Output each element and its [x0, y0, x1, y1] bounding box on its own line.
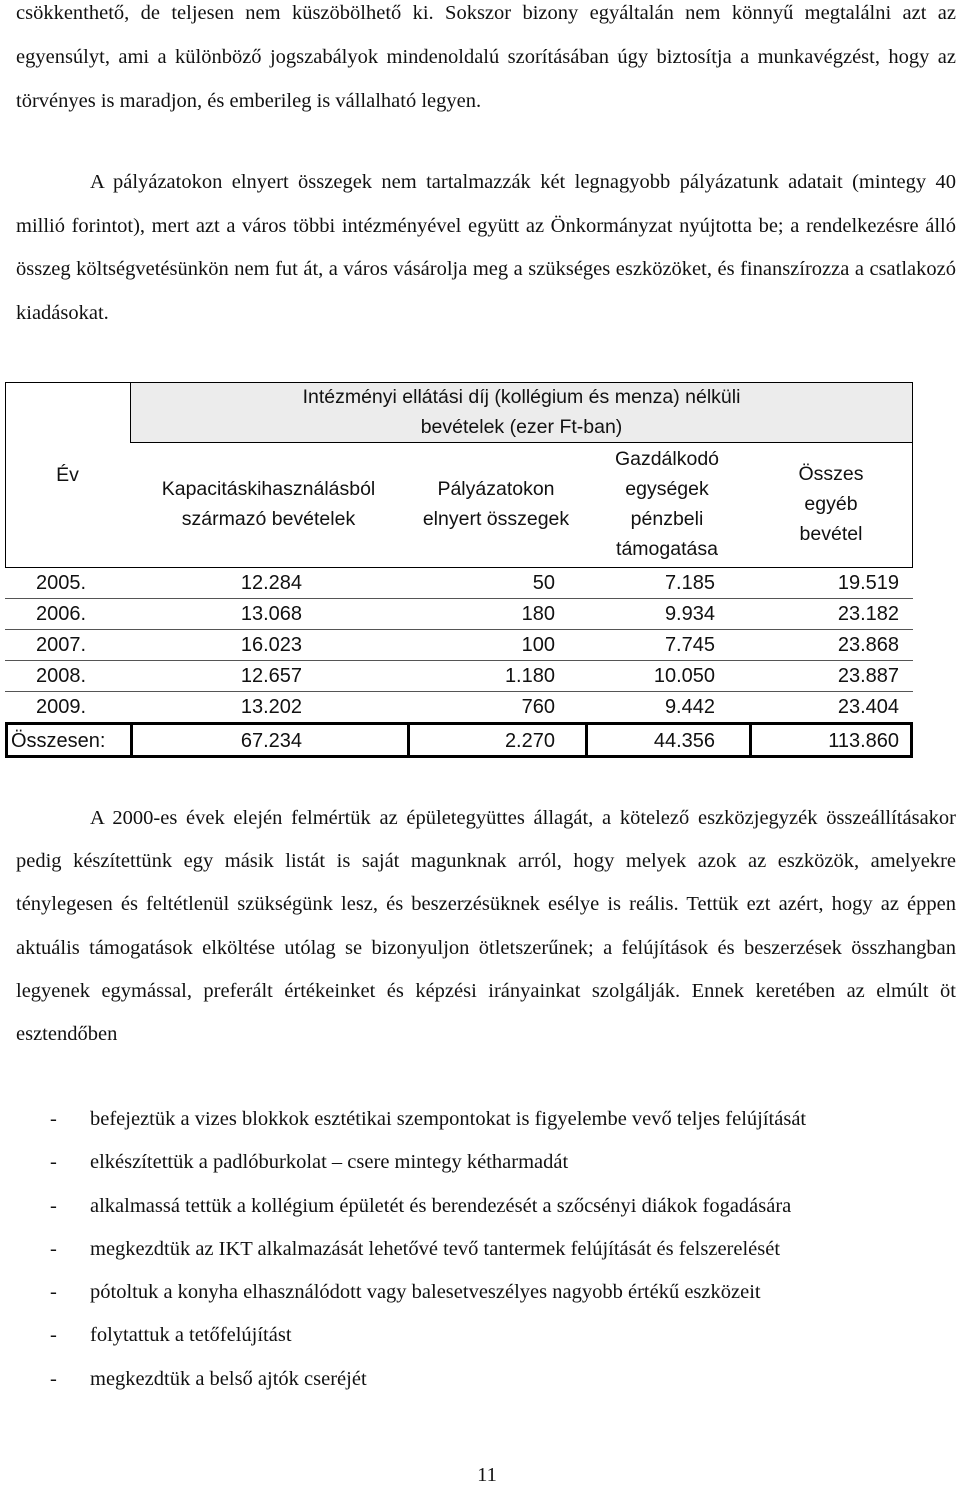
total-sep-1: [130, 722, 133, 758]
cell-total-other: 23.887: [837, 665, 899, 687]
dash-marker: -: [50, 1108, 57, 1130]
total-top-border: [5, 722, 913, 725]
cell-year: 2007.: [36, 634, 87, 656]
page-number: 11: [477, 1464, 497, 1486]
cell-grants: 180: [521, 603, 555, 625]
total-other: 113.860: [828, 730, 899, 752]
achievement-list: [16, 1098, 956, 1401]
paragraph-grants-text: A pályázatokon elnyert összegek nem tartalmazzák két legnagyobb pályázatunk adatait (mintegy 40 millió forintot), mert azt a város többi intézményével együtt az Önkormányzat nyújtotta be; a rendelkezésre álló összeg költségvetésünkön nem fut át, a város vásárolja meg a szükséges eszközöket, és finanszírozza a csatlakozó kiadásokat.: [16, 171, 956, 324]
cell-capacity: 12.657: [240, 665, 302, 687]
dash-marker: -: [50, 1324, 57, 1347]
paragraph-grants: [16, 161, 956, 335]
cell-capacity: 16.023: [240, 634, 302, 656]
list-item-text: alkalmassá tettük a kollégium épületét és berendezését a szőcsényi diákok fogadására: [90, 1194, 792, 1217]
total-right-border: [910, 722, 913, 758]
group-header-left-line: [130, 382, 131, 442]
cell-year: 2005.: [36, 572, 87, 594]
cell-total-other: 23.868: [837, 634, 899, 656]
list-item-text: folytattuk a tetőfelújítást: [90, 1324, 292, 1347]
cell-support: 9.934: [664, 603, 715, 625]
cell-support: 7.185: [664, 572, 715, 594]
total-support: 44.356: [653, 730, 715, 752]
cell-total-other: 23.404: [837, 696, 899, 718]
cell-support: 10.050: [653, 665, 715, 687]
header-bottom-line: [5, 567, 913, 568]
list-item-text: megkezdtük a belső ajtók cseréjét: [90, 1367, 367, 1390]
dash-marker: -: [50, 1194, 57, 1217]
list-item: [16, 1271, 956, 1314]
dash-marker: -: [50, 1367, 57, 1390]
list-item-text: pótoltuk a konyha elhasználódott vagy balesetveszélyes nagyobb értékű eszközeit: [90, 1281, 761, 1304]
table-top-line: [5, 382, 913, 383]
list-item: [16, 1098, 956, 1141]
group-header: [130, 382, 913, 442]
total-bottom-border: [5, 755, 913, 758]
row-line-4: [5, 691, 913, 692]
list-item-text: befejeztük a vizes blokkok esztétikai szempontokat is figyelembe vevő teljes felújítását: [90, 1108, 807, 1130]
total-sep-2: [407, 722, 410, 758]
total-sep-4: [749, 722, 752, 758]
list-item: [16, 1228, 956, 1271]
cell-grants: 50: [532, 572, 555, 594]
cell-grants: 1.180: [504, 665, 555, 687]
cell-capacity: 13.202: [240, 696, 302, 718]
cell-year: 2009.: [36, 696, 87, 718]
group-header-bottom-line: [130, 442, 913, 443]
cell-support: 7.745: [664, 634, 715, 656]
header-grants-text: Pályázatokon elnyert összegek: [422, 478, 570, 530]
paragraph-renovation-text: A 2000-es évek elején felmértük az épületegyüttes állagát, a kötelező eszközjegyzék összeállításakor pedig készítettünk egy másik listát is saját magunknak arról, hogy melyek azok az eszközök, amelyekre ténylegesen és feltétlenül szükségünk lesz, és beszerzésüknek esélye is reális. Tettük ezt azért, hogy az éppen aktuális támogatások elköltése utólag se bizonyuljon ötletszerűnek; a felújítások és beszerzések összhangban legyenek egymással, preferált értékeinket és képzési irányainkat szolgálják. Ennek keretében az elmúlt öt esztendőben: [16, 807, 956, 1046]
dash-marker: -: [50, 1151, 57, 1174]
dash-marker: -: [50, 1237, 57, 1260]
revenue-table: [5, 382, 913, 758]
cell-capacity: 13.068: [240, 603, 302, 625]
header-capacity-text: Kapacitáskihasználásból származó bevételek: [161, 478, 376, 530]
cell-support: 9.442: [664, 696, 715, 718]
list-item-text: elkészítettük a padlóburkolat – csere mintegy kétharmadát: [90, 1151, 569, 1174]
header-grants: [407, 444, 585, 564]
header-support: [585, 444, 749, 564]
row-line-2: [5, 629, 913, 630]
total-label: Összesen:: [11, 730, 106, 752]
dash-marker: -: [50, 1281, 57, 1304]
list-item: [16, 1358, 956, 1401]
table-right-line: [912, 382, 913, 567]
header-year: [5, 382, 130, 567]
table-left-line: [5, 382, 6, 567]
paragraph-renovation: [16, 797, 956, 1056]
cell-total-other: 19.519: [837, 572, 899, 594]
total-sep-3: [585, 722, 588, 758]
list-item-text: megkezdtük az IKT alkalmazását lehetővé tevő tantermek felújítását és felszerelését: [90, 1237, 781, 1260]
list-item: [16, 1185, 956, 1228]
header-capacity: [130, 444, 407, 564]
paragraph-intro-text: csökkenthető, de teljesen nem küszöbölhető ki. Sokszor bizony egyáltalán nem könnyű megtalálni azt az egyensúlyt, ami a különböző jogszabályok mindenoldalú szorításában úgy biztosítja a munkavégzést, hogy az törvényes is maradjon, és emberileg is vállalható legyen.: [16, 2, 956, 112]
list-item: [16, 1141, 956, 1184]
cell-capacity: 12.284: [240, 572, 302, 594]
cell-year: 2008.: [36, 665, 87, 687]
cell-grants: 760: [521, 696, 555, 718]
total-left-border: [5, 722, 8, 758]
cell-grants: 100: [521, 634, 555, 656]
total-capacity: 67.234: [240, 730, 302, 752]
row-line-3: [5, 660, 913, 661]
cell-total-other: 23.182: [837, 603, 899, 625]
header-support-text: Gazdálkodó egységek pénzbeli támogatása: [614, 448, 720, 560]
header-total-other-text: Összes egyéb bevétel: [798, 463, 864, 545]
row-line-1: [5, 598, 913, 599]
header-total-other: [749, 444, 913, 564]
list-item: [16, 1314, 956, 1357]
cell-year: 2006.: [36, 603, 87, 625]
total-grants: 2.270: [504, 730, 555, 752]
paragraph-intro: [16, 0, 956, 123]
group-header-text: Intézményi ellátási díj (kollégium és menza) nélküli bevételek (ezer Ft-ban): [302, 386, 741, 438]
header-year-text: Év: [56, 463, 79, 486]
